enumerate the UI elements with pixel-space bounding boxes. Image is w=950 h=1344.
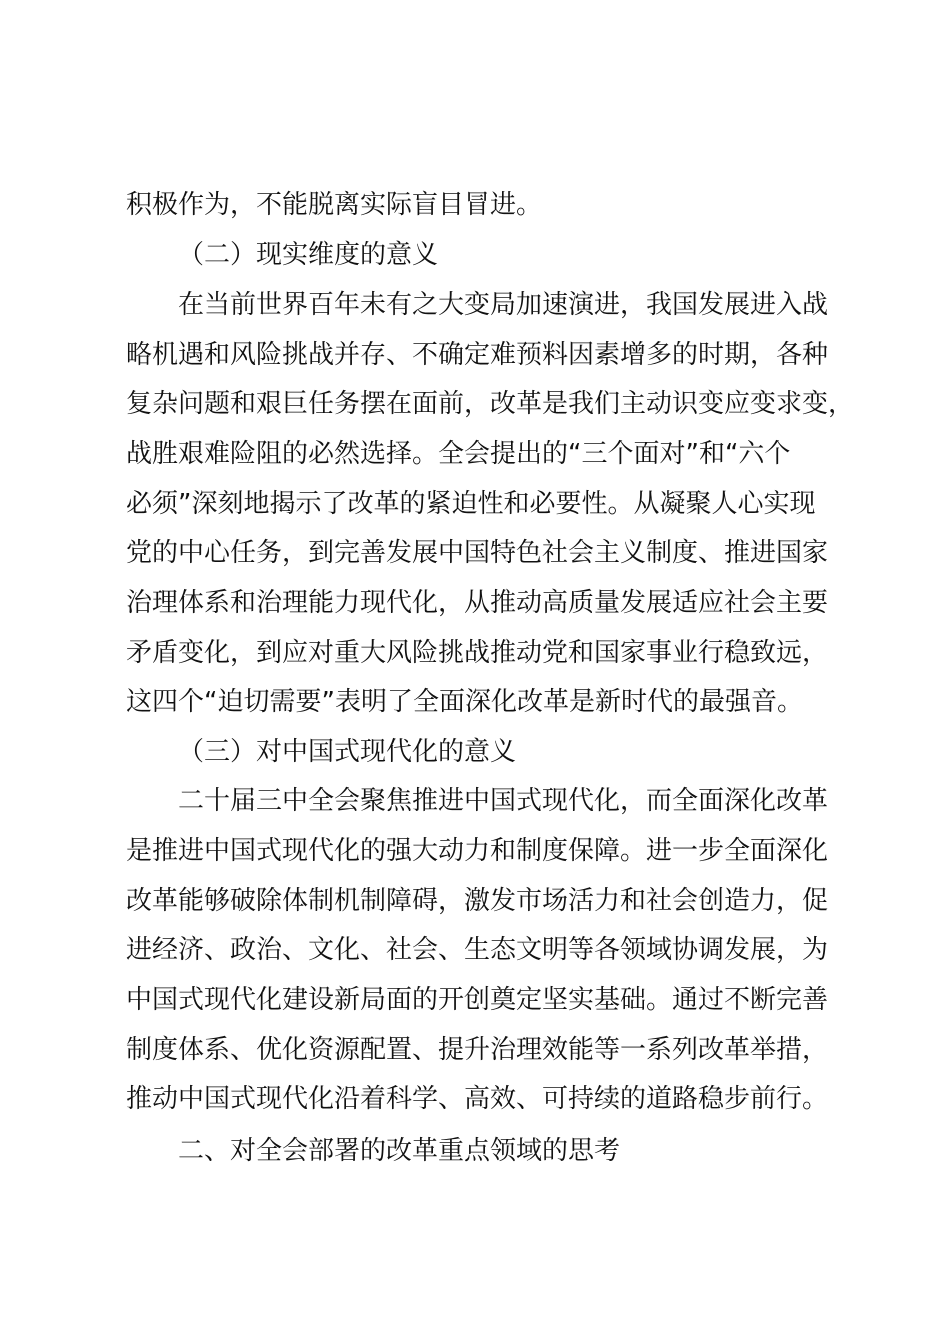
- section-heading: （二）现实维度的意义: [178, 240, 439, 270]
- text-line: 党的中心任务，到完善发展中国特色社会主义制度、推进国家: [126, 538, 829, 568]
- text-line: 进经济、政治、文化、社会、生态文明等各领域协调发展，为: [126, 935, 829, 965]
- text-line: 推动中国式现代化沿着科学、高效、可持续的道路稳步前行。: [126, 1084, 829, 1114]
- text-line: 复杂问题和艰巨任务摆在面前，改革是我们主动识变应变求变，: [126, 389, 855, 419]
- text-line: 矛盾变化，到应对重大风险挑战推动党和国家事业行稳致远，: [126, 638, 829, 668]
- text-line: 略机遇和风险挑战并存、不确定难预料因素增多的时期，各种: [126, 340, 829, 370]
- text-line: 是推进中国式现代化的强大动力和制度保障。进一步全面深化: [126, 836, 829, 866]
- text-line: 二十届三中全会聚焦推进中国式现代化，而全面深化改革: [178, 786, 829, 816]
- section-heading: （三）对中国式现代化的意义: [178, 737, 517, 767]
- text-line: 积极作为，不能脱离实际盲目冒进。: [126, 190, 543, 220]
- text-line: 制度体系、优化资源配置、提升治理效能等一系列改革举措，: [126, 1035, 829, 1065]
- text-line: 这四个“迫切需要”表明了全面深化改革是新时代的最强音。: [126, 687, 803, 717]
- text-line: 在当前世界百年未有之大变局加速演进，我国发展进入战: [178, 290, 829, 320]
- text-line: 治理体系和治理能力现代化，从推动高质量发展适应社会主要: [126, 588, 829, 618]
- chapter-heading: 二、对全会部署的改革重点领域的思考: [178, 1136, 621, 1166]
- text-line: 中国式现代化建设新局面的开创奠定坚实基础。通过不断完善: [126, 985, 829, 1015]
- text-line: 必须”深刻地揭示了改革的紧迫性和必要性。从凝聚人心实现: [126, 489, 816, 519]
- text-line: 战胜艰难险阻的必然选择。全会提出的“三个面对”和“六个: [126, 439, 791, 469]
- text-line: 改革能够破除体制机制障碍，激发市场活力和社会创造力，促: [126, 886, 829, 916]
